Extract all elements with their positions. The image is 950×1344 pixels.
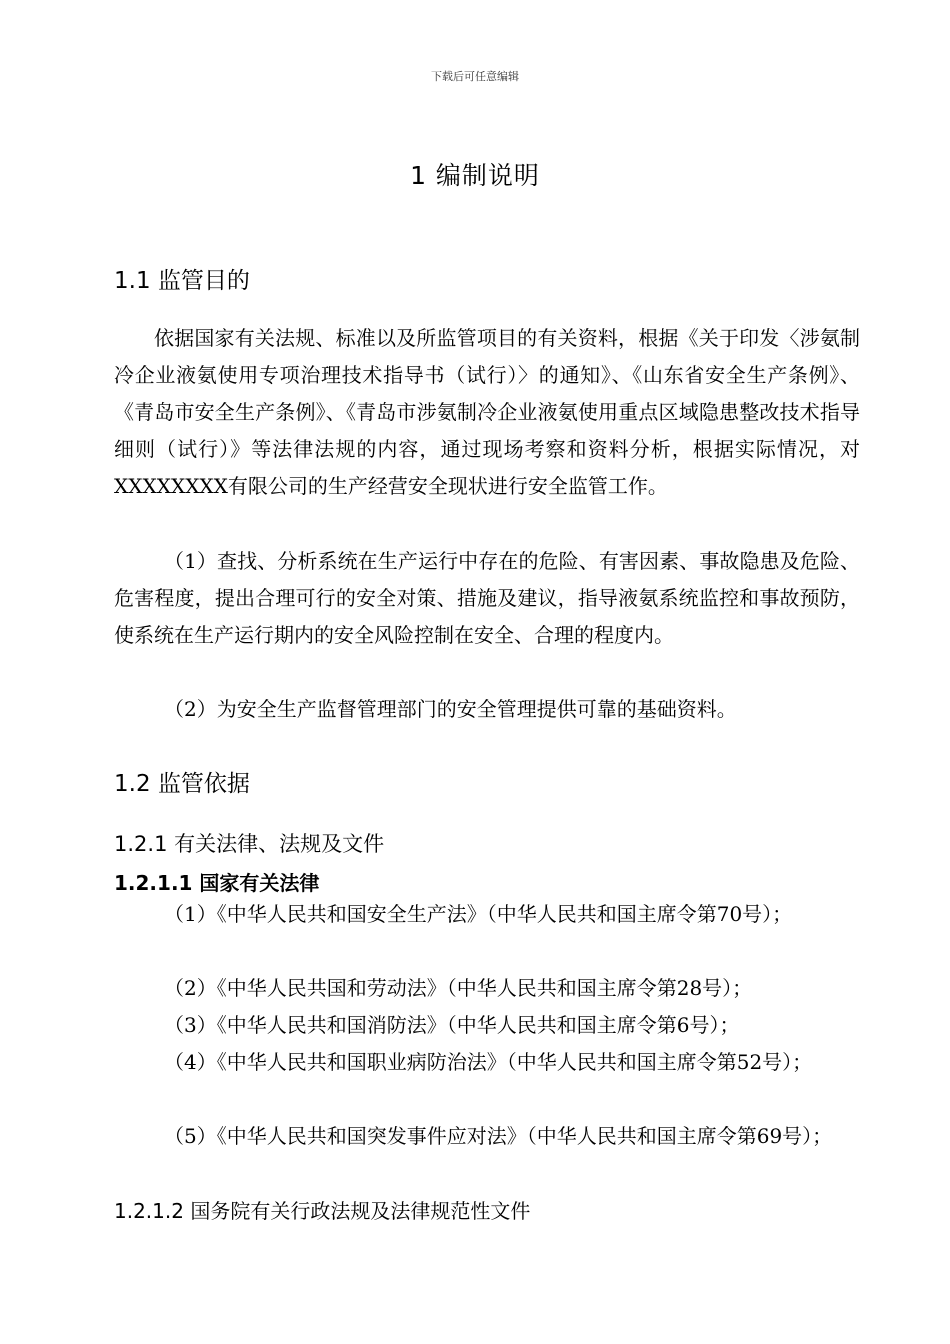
subsection-heading-1-2-1: 1.2.1 有关法律、法规及文件 <box>114 832 385 856</box>
section-heading-1-2: 1.2 监管依据 <box>114 771 250 797</box>
purpose-point-1: （1）查找、分析系统在生产运行中存在的危险、有害因素、事故隐患及危险、危害程度，提出合理可行的安全对策、措施及建议，指导液氨系统监控和事故预防，使系统在生产运行期内的安全风险控制在安全、合理的程度内。 <box>114 549 860 647</box>
law-item-1: （1）《中华人民共和国安全生产法》（中华人民共和国主席令第70号）； <box>164 902 793 926</box>
law-item-4: （4）《中华人民共和国职业病防治法》（中华人民共和国主席令第52号）； <box>164 1050 813 1074</box>
law-item-2: （2）《中华人民共国和劳动法》（中华人民共和国主席令第28号）； <box>164 976 753 1000</box>
law-item-5: （5）《中华人民共和国突发事件应对法》（中华人民共和国主席令第69号）； <box>164 1124 833 1148</box>
purpose-point-2: （2）为安全生产监督管理部门的安全管理提供可靠的基础资料。 <box>164 697 737 721</box>
subsection-heading-1-2-1-1: 1.2.1.1 国家有关法律 <box>114 871 320 895</box>
law-item-3: （3）《中华人民共和国消防法》（中华人民共和国主席令第6号）； <box>164 1013 740 1037</box>
section-heading-1-1: 1.1 监管目的 <box>114 268 250 294</box>
chapter-title: 1 编制说明 <box>410 161 540 190</box>
header-note: 下载后可任意编辑 <box>431 70 519 83</box>
subsection-heading-1-2-1-2: 1.2.1.2 国务院有关行政法规及法律规范性文件 <box>114 1199 531 1223</box>
purpose-paragraph: 依据国家有关法规、标准以及所监管项目的有关资料，根据《关于印发〈涉氨制冷企业液氨使用专项治理技术指导书（试行）〉的通知》、《山东省安全生产条例》、《青岛市安全生产条例》、《青岛市涉氨制冷企业液氨使用重点区域隐患整改技术指导细则（试行）》等法律法规的内容，通过现场考察和资料分析，根据实际情况，对XXXXXXXX有限公司的生产经营安全现状进行安全监管工作。 <box>114 326 860 498</box>
